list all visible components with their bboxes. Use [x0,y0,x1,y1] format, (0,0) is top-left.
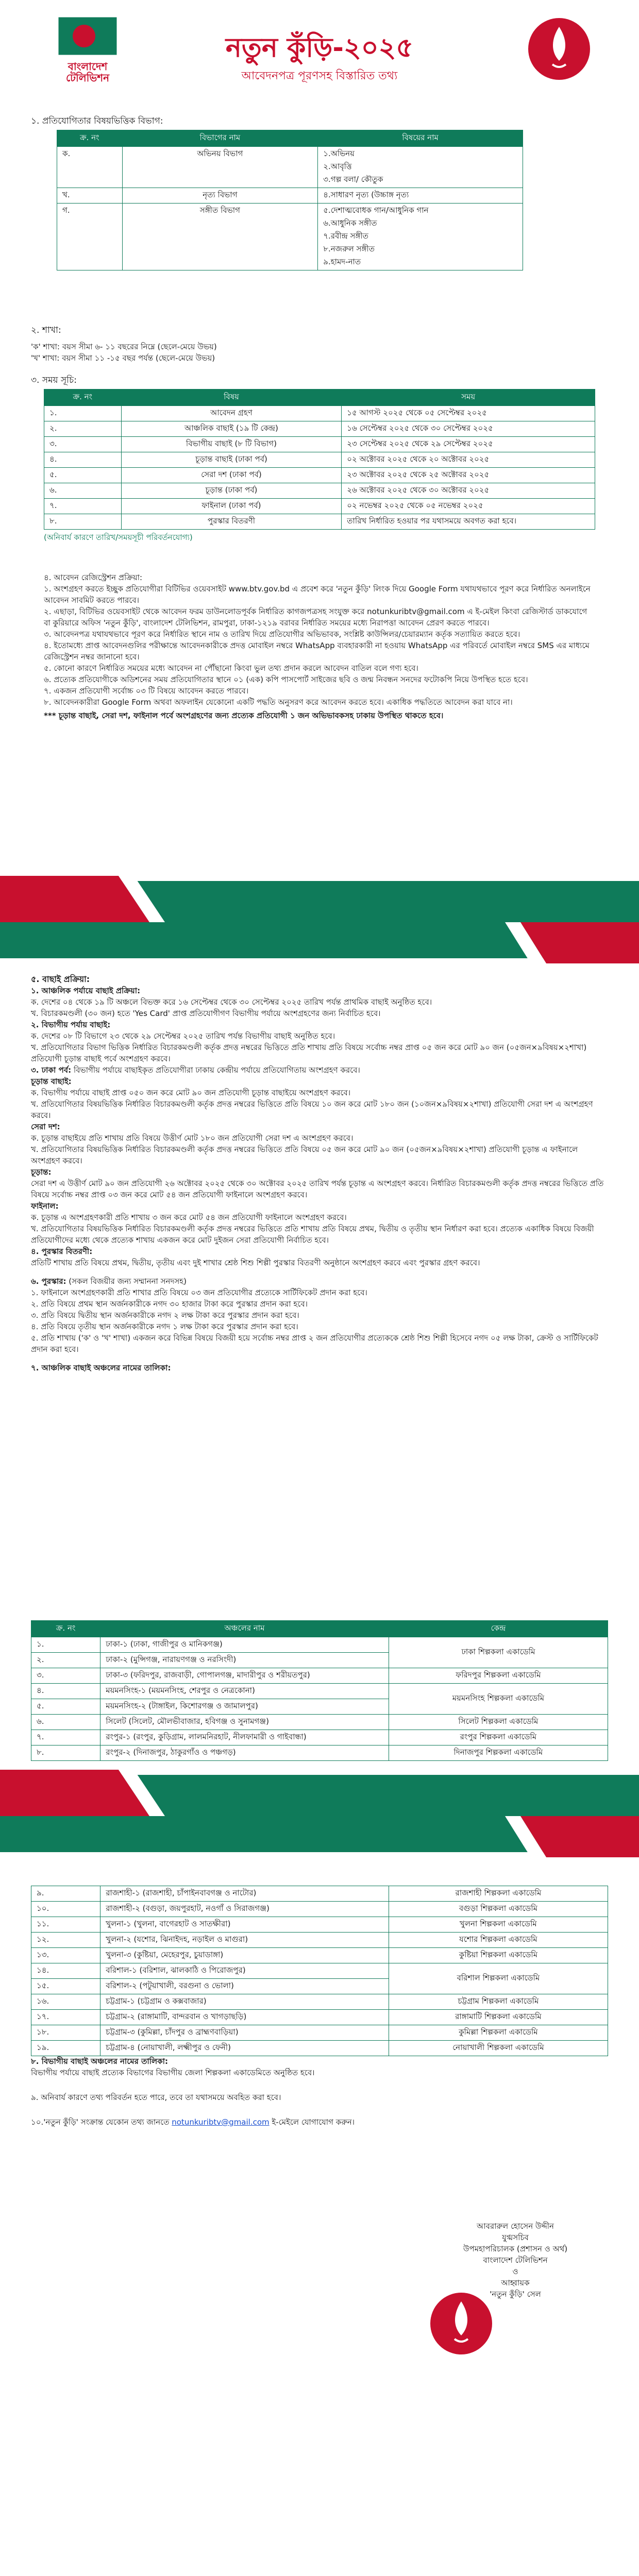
row-number: ১. [44,406,122,421]
application-item: ১. অংশগ্রহণ করতে ইচ্ছুক প্রতিযোগীরা বিটিভির ওয়েবসাইট www.btv.gov.bd এ প্রবেশ করে 'নতুন কুঁড়ি' লিংক দিয়ে Google Form যথাযথভাবে পূরণ করে নির্ধারিত অনলাইনে আবেদন সাবমিট করতে পারবে। [44,584,591,605]
row-number: ১৬. [31,1994,100,2010]
region-center: দিনাজপুর শিল্পকলা একাডেমি [389,1745,608,1761]
subject-item: ৭.রবীন্দ্র সঙ্গীত [323,231,368,241]
row-number: ১৯. [31,2041,100,2056]
section-6-title: ৬. পুরস্কার: [31,1277,66,1286]
table-row [31,2010,608,2025]
table-row [31,1730,608,1745]
table-row [31,1948,608,1963]
region-name: ময়মনসিংহ-২ (টাঙ্গাইল, কিশোরগঞ্জ ও জামালপুর) [100,1699,389,1715]
table-row [31,1886,608,1902]
region-name: ঢাকা-৩ (ফরিদপুর, রাজবাড়ী, গোপালগঞ্জ, মাদারীপুর ও শরীয়তপুর) [100,1668,389,1684]
selection-heading: ২. বিভাগীয় পর্যায় বাছাই: [31,1020,111,1029]
page-subtitle: আবেদনপত্র পূরণসহ বিস্তারিত তথ্য [241,70,398,82]
selection-text: খ. বিচারকমণ্ডলী (৩০ জন) হতে 'Yes Card' প্রাপ্ত প্রতিযোগীগণ বিভাগীয় পর্যায়ে অংশগ্রহণের জন্য নির্বাচিত হবে। [31,1009,381,1018]
table-row [31,1637,608,1653]
region-name: বরিশাল-২ (পটুয়াখালী, বরগুনা ও ভোলা) [100,1979,389,1994]
row-number: ৫. [31,1699,100,1715]
region-center: খুলনা শিল্পকলা একাডেমি [389,1917,608,1933]
table-row [57,188,523,204]
section-5-title: ৫. বাছাই প্রক্রিয়া: [31,974,90,984]
region-center: রংপুর শিল্পকলা একাডেমি [389,1730,608,1745]
section-8-title: ৮. বিভাগীয় বাছাই অঞ্চলের নামের তালিকা: [31,2057,168,2066]
region-center: ফরিদপুর শিল্পকলা একাডেমি [389,1668,608,1684]
page-3 [0,1816,639,2576]
subject-list [318,204,523,270]
region-name: ঢাকা-১ (ঢাকা, গাজীপুর ও মানিকগঞ্জ) [100,1637,389,1653]
selection-heading: ফাইনাল: [31,1201,59,1211]
signature-line: উপমহাপরিচালক (প্রশাসন ও অর্থ) [463,2244,568,2253]
selection-paragraph [31,1042,608,1064]
row-number: ১৪. [31,1963,100,1979]
table-row [44,452,595,468]
contact-email-link[interactable]: notunkuribtv@gmail.com [172,2117,270,2127]
application-item: ৩. আবেদনপত্র যথাযথভাবে পূরণ করে নির্ধারিত স্থানে নাম ও তারিখ দিয়ে প্রতিযোগীর অভিভাবক, সংশ্লিষ্ট কাউন্সিলর/চেয়ারম্যান কর্তৃক সত্যায়িত করতে হবে। [44,630,520,639]
table-row [57,147,523,188]
schedule-subject: চূড়ান্ত বাছাই (ঢাকা পর্ব) [121,452,342,468]
table-row [31,1902,608,1917]
table-row [44,514,595,530]
schedule-time: ০২ নভেম্বর ২০২৫ থেকে ০৫ নভেম্বর ২০২৫ [342,499,595,514]
table-row [44,468,595,483]
header-band [0,922,639,963]
schedule-subject: পুরস্কার বিতরণী [121,514,342,530]
selection-text: খ. প্রতিযোগিতার বিষয়ভিত্তিক নির্ধারিত বিচারকমণ্ডলী কর্তৃক প্রদত্ত নম্বরের ভিত্তিতে প্রতি শাখায় প্রতি বিষয়ে প্রথম, দ্বিতীয় ও তৃতীয় স্থান নির্ধারণ করা হবে। প্রত্যেক একাধিক বিষয়ে বিজয়ী প্রতিযোগীদের মধ্যে থেকে প্রত্যেক শাখায় একজন করে মোট দুইজন সেরা প্রতিযোগী নির্বাচিত হবে। [31,1224,594,1245]
region-name: ময়মনসিংহ-১ (ময়মনসিংহ, শেরপুর ও নেত্রকোনা) [100,1684,389,1699]
application-item: ৪. ইতোমধ্যে প্রাপ্ত আবেদনগুলির পরীক্ষান্তে আবেদনকারীকে প্রদত্ত মোবাইল নম্বরে WhatsApp ব্যবহারকারী না হওয়ায় WhatsApp এর পরিবর্তে মোবাইল নম্বরে SMS এর মাধ্যমে রেজিস্ট্রেশন নম্বর জানানো হবে। [44,641,590,662]
region-center: বগুড়া শিল্পকলা একাডেমি [389,1902,608,1917]
selection-paragraph [31,1098,608,1121]
division-name: সঙ্গীত বিভাগ [122,204,318,270]
table-row [31,1715,608,1730]
prize-title-row [31,1276,608,1287]
region-name: রাজশাহী-২ (বগুড়া, জয়পুরহাট, নওগাঁ ও সিরাজগঞ্জ) [100,1902,389,1917]
divisions-table [57,130,523,270]
section-7-title: ৭. আঞ্চলিক বাছাই অঞ্চলের নামের তালিকা: [31,1363,171,1372]
region-center: রাজশাহী শিল্পকলা একাডেমি [389,1886,608,1902]
schedule-subject: বিভাগীয় বাছাই (৮ টি বিভাগ) [121,437,342,452]
table-row [31,1933,608,1948]
row-number: ৩. [31,1668,100,1684]
region-name: রাজশাহী-১ (রাজশাহী, চাঁপাইনবাবগঞ্জ ও নাটোর) [100,1886,389,1902]
selection-text: সেরা দশ এ উত্তীর্ণ মোট ৯০ জন প্রতিযোগী ২৬ অক্টোবর ২০২৫ থেকে ৩০ অক্টোবর ২০২৫ তারিখ পর্যন্ত চূড়ান্ত এ অংশগ্রহণ করবে। নির্ধারিত বিচারকমণ্ডলী কর্তৃক প্রদত্ত নম্বরের ভিত্তিতে প্রতি বিষয়ে সর্বোচ্চ নম্বর প্রাপ্ত ০৩ জন করে মোট ৫৪ জন প্রতিযোগী ফাইনালে অংশগ্রহণ করবে। [31,1179,604,1199]
region-name: চট্টগ্রাম-৪ (নোয়াখালী, লক্ষ্মীপুর ও ফেনী) [100,2041,389,2056]
region-name: খুলনা-৩ (কুষ্টিয়া, মেহেরপুর, চুয়াডাঙ্গা) [100,1948,389,1963]
application-item: ৭. একজন প্রতিযোগী সর্বোচ্চ ০৩ টি বিষয়ে আবেদন করতে পারবে। [44,686,249,696]
region-center: ময়মনসিংহ শিল্পকলা একাডেমি [389,1684,608,1715]
application-item: ৫. কোনো কারণে নির্ধারিত সময়ের মধ্যে আবেদন না পৌঁছানো কিংবা ভুল তথ্য প্রদান করলে আবেদন বাতিল বলে গণ্য হবে। [44,664,418,673]
col-header: সময় [342,389,595,406]
selection-heading: ৪. পুরস্কার বিতরণী: [31,1247,93,1256]
col-header: ক্র. নং [31,1621,100,1637]
selection-paragraph [31,1064,608,1076]
selection-text: খ. প্রতিযোগিতার বিভাগ ভিত্তিক নির্ধারিত বিচারকমণ্ডলী কর্তৃক প্রদত্ত নম্বরের ভিত্তিতে প্রতি শাখায় প্রতি বিষয়ে সর্বোচ্চ নম্বর প্রাপ্ত ০৫ জন করে মোট ৯০ জন (০৫জন×৯বিষয়×২শাখা) প্রতিযোগী চূড়ান্ত বাছাই পর্বে অংশগ্রহণ করবে। [31,1043,587,1063]
selection-paragraph [31,1200,608,1223]
schedule-subject: চূড়ান্ত (ঢাকা পর্ব) [121,483,342,499]
schedule-subject: আবেদন গ্রহণ [121,406,342,421]
row-number: ২. [31,1653,100,1668]
selection-paragraph [31,1019,608,1042]
prize-item: ২. প্রতি বিষয়ে প্রথম স্থান অর্জনকারীকে নগদ ৩০ হাজার টাকা করে পুরস্কার প্রদান করা হবে। [31,1299,308,1309]
region-name: চট্টগ্রাম-২ (রাঙ্গামাটি, বান্দরবান ও খাগড়াছড়ি) [100,2010,389,2025]
subject-item: ২.আবৃত্তি [323,162,352,171]
signature-line: আহ্বায়ক [501,2278,530,2287]
section-10-line [31,2116,608,2128]
row-number: ৮. [31,1745,100,1761]
region-name: ঢাকা-২ (মুন্সিগঞ্জ, নারায়ণগঞ্জ ও নরসিংদী) [100,1653,389,1668]
col-header: ক্র. নং [44,389,122,406]
table-row [44,483,595,499]
row-number: ৬. [31,1715,100,1730]
region-name: বরিশাল-১ (বরিশাল, ঝালকাঠি ও পিরোজপুর) [100,1963,389,1979]
section-1-title: ১. প্রতিযোগিতার বিষয়ভিত্তিক বিভাগ: [31,116,163,126]
region-center: বরিশাল শিল্পকলা একাডেমি [389,1963,608,1994]
selection-heading: ৩. ঢাকা পর্ব: [31,1065,72,1075]
region-name: চট্টগ্রাম-৩ (কুমিল্লা, চাঁদপুর ও ব্রাহ্মণবাড়িয়া) [100,2025,389,2041]
table-row [31,1668,608,1684]
notun-kuri-seal-logo [428,2290,495,2357]
region-name: সিলেট (সিলেট, মৌলভীবাজার, হবিগঞ্জ ও সুনামগঞ্জ) [100,1715,389,1730]
division-name: নৃত্য বিভাগ [122,188,318,204]
table-row [44,499,595,514]
signature-block [448,2221,582,2300]
subject-item: ৪.সাধারণ নৃত্য (উচ্চাঙ্গ নৃত্য [318,188,523,204]
selection-text: ক. চূড়ান্ত এ অংশগ্রহণকারী প্রতি শাখায় ৩ জন করে মোট ৫৪ জন প্রতিযোগী ফাইনালে অংশগ্রহণ করবে। [31,1213,347,1222]
schedule-note: (অনিবার্য কারণে তারিখ/সময়সূচী পরিবর্তনযোগ্য) [44,533,193,542]
schedule-time: ১৫ আগস্ট ২০২৫ থেকে ০৫ সেপ্টেম্বর ২০২৫ [342,406,595,421]
section-8-text: বিভাগীয় পর্যায়ে বাছাই প্রত্যেক বিভাগের বিভাগীয় জেলা শিল্পকলা একাডেমিতে অনুষ্ঠিত হবে। [31,2068,315,2077]
col-header: বিষয়ের নাম [318,130,523,147]
selection-text: খ. প্রতিযোগিতার বিষয়ভিত্তিক নির্ধারিত বিচারকমণ্ডলী কর্তৃক প্রদত্ত নম্বরের ভিত্তিতে প্রতি বিষয়ে ১০ জন করে মোট ১৮০ জন (১০জন×৯বিষয়×২শাখা) প্রতিযোগী সেরা দশ এ অংশগ্রহণ করবে। [31,1099,593,1120]
subject-item: ৩.গল্প বলা/ কৌতুক [323,175,383,184]
row-number: ৭. [44,499,122,514]
selection-paragraph [31,1166,608,1200]
signature-line: যুগ্মসচিব [502,2233,529,2242]
region-center: সিলেট শিল্পকলা একাডেমি [389,1715,608,1730]
table-row [31,2041,608,2056]
selection-text: ক. দেশের ০৪ থেকে ১৯ টি অঞ্চলে বিভক্ত করে ১৬ সেপ্টেম্বর থেকে ৩০ সেপ্টেম্বর ২০২৫ তারিখ পর্যন্ত প্রাথমিক বাছাই অনুষ্ঠিত হবে। [31,997,432,1007]
col-header: ক্র. নং [57,130,123,147]
region-name: চট্টগ্রাম-১ (চট্টগ্রাম ও কক্সবাজার) [100,1994,389,2010]
row-number: ৪. [31,1684,100,1699]
page-title: নতুন কুঁড়ি-২০২৫ [225,32,414,63]
selection-paragraph [31,1076,608,1098]
selection-text: প্রতিটি শাখায় প্রতি বিষয়ে প্রথম, দ্বিতীয়, তৃতীয় এবং দুই শাখার শ্রেষ্ঠ শিশু শিল্পী পুরস্কার বিতরণী অনুষ্ঠানে অংশগ্রহণ করবে এবং পুরস্কার গ্রহণ করবে। [31,1258,480,1267]
row-number: ১৫. [31,1979,100,1994]
application-item: ২. এছাড়া, বিটিভির ওয়েবসাইট থেকে আবেদন ফরম ডাউনলোডপূর্বক নির্ধারিত কাগজপত্রসহ সংযুক্ত করে notunkuribtv@gmail.com এ ই-মেইল কিংবা রেজিস্টার্ড ডাকযোগে বা কুরিয়ারে অফিস 'নতুন কুঁড়ি', বাংলাদেশ টেলিভিশন, রামপুরা, ঢাকা-১২১৯ বরাবর নির্ধারিত সময়ের মধ্যে নিরাপত্তা আবেদন প্রেরণ করতে পারবে। [44,607,587,628]
table-row [31,1994,608,2010]
selection-paragraph [31,1223,608,1246]
selection-paragraph [31,1246,608,1268]
region-center: ঢাকা শিল্পকলা একাডেমি [389,1637,608,1668]
row-number: ১৩. [31,1948,100,1963]
schedule-time: ২৩ অক্টোবর ২০২৫ থেকে ২৫ অক্টোবর ২০২৫ [342,468,595,483]
subject-item: ৮.নজরুল সঙ্গীত [323,244,375,253]
branch-line: 'ক' শাখা: বয়স সীমা ৬- ১১ বছরের নিম্নে (ছেলে-মেয়ে উভয়) [31,342,217,351]
footer-band [0,1770,639,1816]
table-row [31,1684,608,1699]
selection-text: খ. প্রতিযোগিতার বিষয়ভিত্তিক নির্ধারিত বিচারকমণ্ডলী কর্তৃক প্রদত্ত নম্বরের ভিত্তিতে প্রতি বিষয়ে ০৫ জন করে মোট ৯০ জন (০৫জন×৯বিষয়×২শাখা) প্রতিযোগী চূড়ান্ত এ ফাইনালে অংশগ্রহণ করবে। [31,1145,578,1165]
row-number: ৩. [44,437,122,452]
region-center: চট্টগ্রাম শিল্পকলা একাডেমি [389,1994,608,2010]
selection-text: ক. চূড়ান্ত বাছাইয়ে প্রতি শাখায় প্রতি বিষয়ে উত্তীর্ণ মোট ১৮০ জন প্রতিযোগী সেরা দশ এ অংশগ্রহণ করবে। [31,1133,354,1143]
row-number: ৪. [44,452,122,468]
col-header: বিষয় [121,389,342,406]
application-item: ৬. প্রত্যেক প্রতিযোগীকে অডিশনের সময় প্রতিযোগিতার স্থানে ০১ (এক) কপি পাসপোর্ট সাইজের ছবি ও জন্ম নিবন্ধন সনদের ফটোকপি নিয়ে উপস্থিত হতে হবে। [44,675,528,684]
selection-text: বিভাগীয় পর্যায়ে বাছাইকৃত প্রতিযোগীরা ঢাকায় কেন্দ্রীয় পর্যায়ে প্রতিযোগিতায় অংশগ্রহণ করবে। [73,1065,360,1075]
left-logo-text: বাংলাদেশ টেলিভিশন [65,60,110,84]
notun-kuri-logo [526,15,593,82]
selection-heading: চূড়ান্ত: [31,1167,52,1177]
signature-line: আবরারুল হোসেন উদ্দীন [477,2222,554,2231]
schedule-time: তারিখ নির্ধারিত হওয়ার পর যথাসময়ে অবগত করা হবে। [342,514,595,530]
application-note: *** চূড়ান্ত বাছাই, সেরা দশ, ফাইনাল পর্বে অংশগ্রহণের জন্য প্রত্যেক প্রতিযোগী ১ জন অভিভাবকসহ ঢাকায় উপস্থিত থাকতে হবে। [44,711,444,720]
schedule-subject: আঞ্চলিক বাছাই (১৯ টি কেন্দ্র) [121,421,342,437]
region-center: কুষ্টিয়া শিল্পকলা একাডেমি [389,1948,608,1963]
prize-item: ৫. প্রতি শাখায় ('ক' ও 'খ' শাখা) একজন করে বিভিন্ন বিষয়ে বিজয়ী হয়ে সর্বোচ্চ নম্বর প্রাপ্ত ২ জন প্রতিযোগীর প্রত্যেককে শ্রেষ্ঠ শিশু শিল্পী হিসেবে নগদ ০৫ লক্ষ টাকা, ক্রেস্ট ও সার্টিফিকেট প্রদান করা হবে। [31,1333,598,1354]
application-item: ৪. আবেদন রেজিস্ট্রেশন প্রক্রিয়া: [44,573,143,582]
table-row [57,204,523,270]
row-number: ৯. [31,1886,100,1902]
row-number: ৭. [31,1730,100,1745]
schedule-subject: সেরা দশ (ঢাকা পর্ব) [121,468,342,483]
table-row [44,437,595,452]
selection-paragraph [31,1008,608,1019]
section-9-text: ৯. অনিবার্য কারণে তথ্য পরিবর্তন হতে পারে, তবে তা যথাসময়ে অবহিত করা হবে। [31,2093,281,2102]
region-center: রাঙ্গামাটি শিল্পকলা একাডেমি [389,2010,608,2025]
subject-list [318,147,523,188]
subject-item: ৬.আধুনিক সঙ্গীত [323,218,377,228]
selection-heading: ১. আঞ্চলিক পর্যায়ে বাছাই প্রক্রিয়া: [31,986,141,995]
subject-item: ৯.হামদ-নাত [323,257,361,266]
schedule-subject: ফাইনাল (ঢাকা পর্ব) [121,499,342,514]
col-header: কেন্দ্র [389,1621,608,1637]
prize-item: ৪. প্রতি বিষয়ে তৃতীয় স্থান অর্জনকারীকে নগদ ১ লক্ষ টাকা করে পুরস্কার প্রদান করা হবে। [31,1322,298,1331]
region-center: নোয়াখালী শিল্পকলা একাডেমি [389,2041,608,2056]
row-number: ১৭. [31,2010,100,2025]
row-number: ১১. [31,1917,100,1933]
schedule-table [44,389,595,530]
row-number: ১২. [31,1933,100,1948]
row-number: ৫. [44,468,122,483]
branch-line: 'খ' শাখা: বয়স সীমা ১১ -১৫ বছর পর্যন্ত (ছেলে-মেয়ে উভয়) [31,353,215,363]
schedule-time: ১৬ সেপ্টেম্বর ২০২৫ থেকে ৩০ সেপ্টেম্বর ২০২৫ [342,421,595,437]
row-number: ৮. [44,514,122,530]
region-name: খুলনা-১ (খুলনা, বাগেরহাট ও সাতক্ষীরা) [100,1917,389,1933]
signature-line: বাংলাদেশ টেলিভিশন [483,2256,548,2265]
selection-text: ক. বিভাগীয় পর্যায়ে বাছাই প্রাপ্ত ০৫০ জন করে মোট ৯০ জন প্রতিযোগী চূড়ান্ত বাছাইয়ে অংশগ্রহণ করবে। [31,1088,351,1097]
section-6-note: (সকল বিজয়ীর জন্য সম্মাননা সনদসহ) [69,1277,187,1286]
table-row [44,421,595,437]
section-2-title: ২. শাখা: [31,325,61,335]
table-row [44,406,595,421]
region-center: কুমিল্লা শিল্পকলা একাডেমি [389,2025,608,2041]
row-number: ক. [57,147,123,188]
section-10-text-end: ই-মেইলে যোগাযোগ করুন। [269,2117,355,2127]
table-row [31,1917,608,1933]
row-number: ১০. [31,1902,100,1917]
footer-band [0,876,639,922]
division-name: অভিনয় বিভাগ [122,147,318,188]
selection-paragraph [31,1144,608,1166]
section-10-text: ১০.'নতুন কুঁড়ি' সংক্রান্ত যেকোন তথ্য জানতে [31,2117,172,2127]
section-3-title: ৩. সময় সূচি: [31,375,77,385]
schedule-time: ০২ অক্টোবর ২০২৫ থেকে ২০ অক্টোবর ২০২৫ [342,452,595,468]
signature-line: ও [512,2267,518,2276]
col-header: বিভাগের নাম [122,130,318,147]
row-number: ১. [31,1637,100,1653]
selection-heading: সেরা দশ: [31,1122,60,1131]
signature-line: 'নতুন কুঁড়ি' সেল [490,2290,541,2299]
table-row [31,1745,608,1761]
subject-item: ৫.দেশাত্মবোধক গান/আধুনিক গান [323,206,429,215]
application-item: ৮. আবেদনকারীরা Google Form অথবা অফলাইন যেকোনো একটি পদ্ধতি অনুসরণ করে আবেদন করতে হবে। একাধিক পদ্ধতিতে আবেদন করা যাবে না। [44,698,513,707]
page-2 [0,922,639,1816]
row-number: ২. [44,421,122,437]
selection-paragraph [31,985,608,1008]
header-band [0,1816,639,1857]
region-name: খুলনা-২ (যশোর, ঝিনাইদহ, নড়াইল ও মাগুরা) [100,1933,389,1948]
table-row [31,2025,608,2041]
selection-paragraph [31,1121,608,1144]
row-number: ১৮. [31,2025,100,2041]
selection-text: ক. দেশের ০৮ টি বিভাগে ২৩ থেকে ২৯ সেপ্টেম্বর ২০২৫ তারিখ পর্যন্ত বিভাগীয় বাছাই অনুষ্ঠিত হবে। [31,1031,335,1041]
row-number: গ. [57,204,123,270]
selection-heading: চূড়ান্ত বাছাই: [31,1077,72,1086]
region-name: রংপুর-২ (দিনাজপুর, ঠাকুরগাঁও ও পঞ্চগড়) [100,1745,389,1761]
region-center: যশোর শিল্পকলা একাডেমি [389,1933,608,1948]
row-number: খ. [57,188,123,204]
col-header: অঞ্চলের নাম [100,1621,389,1637]
prize-item: ৩. প্রতি বিষয়ে দ্বিতীয় স্থান অর্জনকারীকে নগদ ২ লক্ষ টাকা করে পুরস্কার প্রদান করা হবে। [31,1311,299,1320]
prize-item: ১. ফাইনালে অংশগ্রহণকারী প্রতি শাখার প্রতি বিষয়ে ০৩ জন প্রতিযোগীর প্রত্যেকে সার্টিফিকেট প্রদান করা হবে। [31,1288,367,1297]
table-row [31,1963,608,1979]
subject-item: ১.অভিনয় [323,149,355,158]
region-name: রংপুর-১ (রংপুর, কুড়িগ্রাম, লালমনিরহাট, নীলফামারী ও গাইবান্ধা) [100,1730,389,1745]
schedule-time: ২৩ সেপ্টেম্বর ২০২৫ থেকে ২৯ সেপ্টেম্বর ২০২৫ [342,437,595,452]
schedule-time: ২৬ অক্টোবর ২০২৫ থেকে ৩০ অক্টোবর ২০২৫ [342,483,595,499]
page-1 [0,0,639,922]
regions-table [31,1620,608,1761]
row-number: ৬. [44,483,122,499]
regions-table-continued [31,1886,608,2056]
